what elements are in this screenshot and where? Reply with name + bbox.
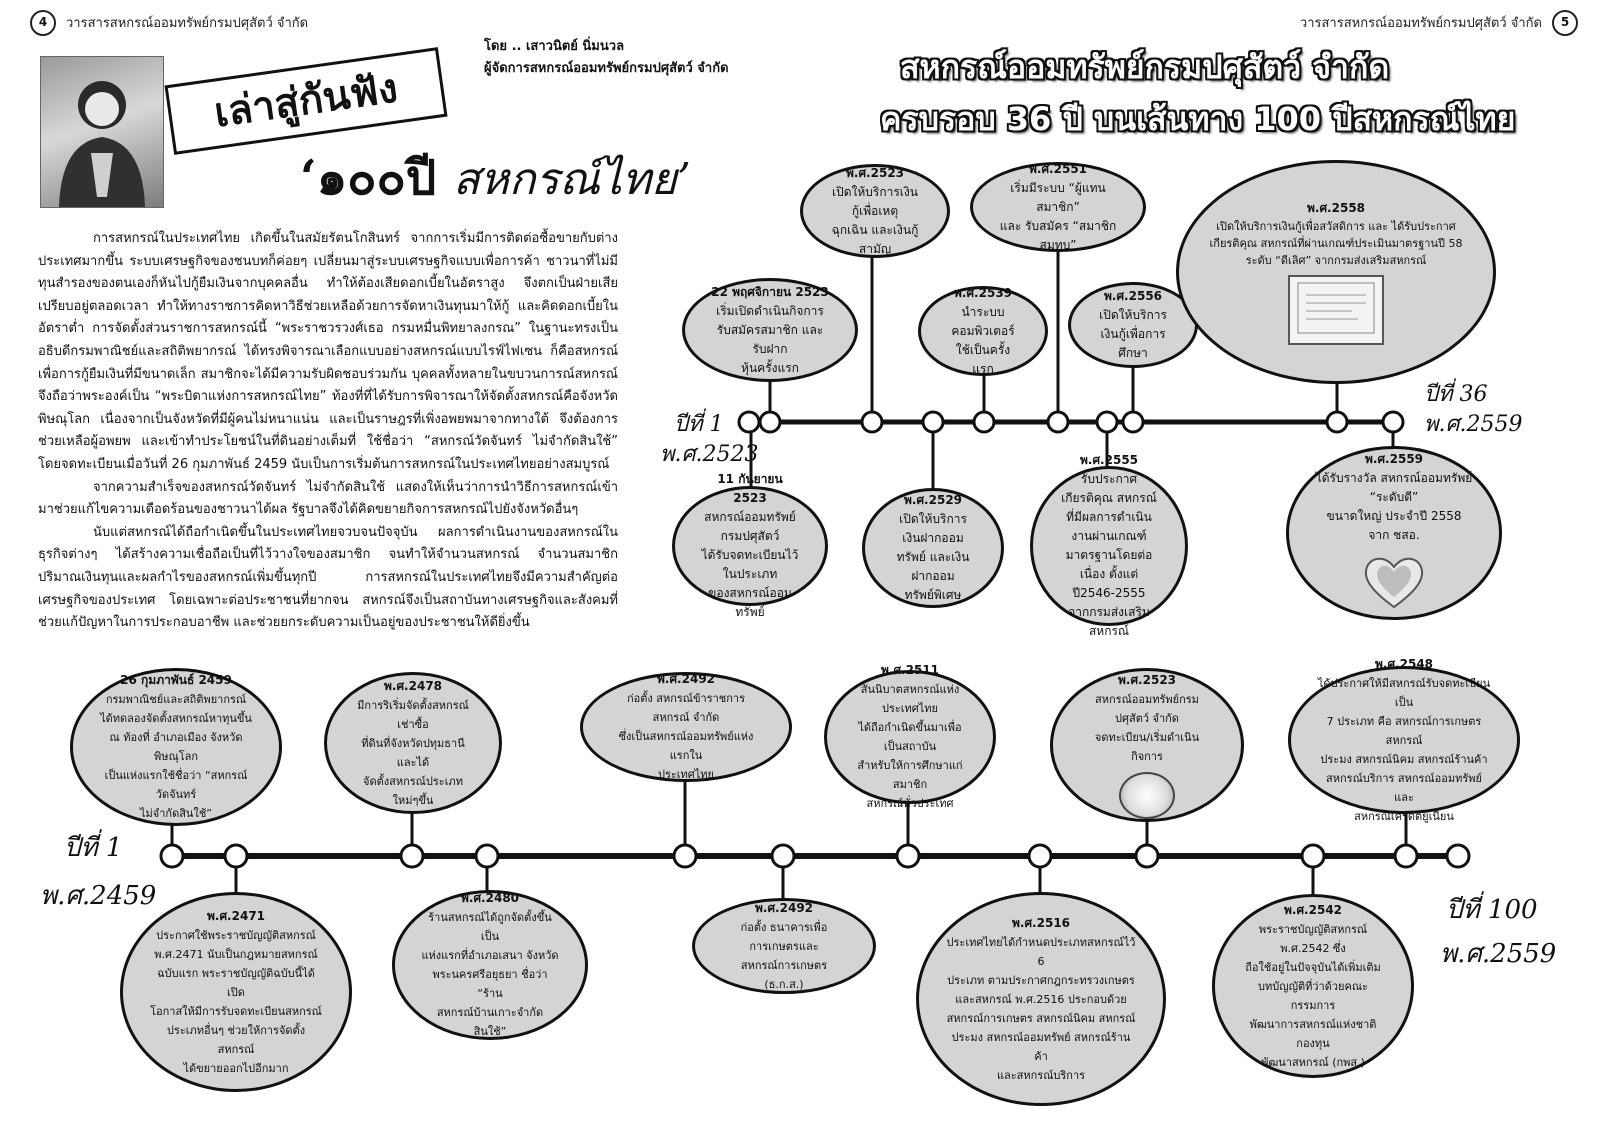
event-text: เปิดให้บริการ เงินกู้เพื่อการศึกษา (1099, 308, 1167, 360)
event-text: เริ่มมีระบบ “ผู้แทนสมาชิก” และ รับสมัคร “สมาชิกสมทบ” (999, 180, 1117, 252)
event-text: เปิดให้บริการเงินกู้เพื่อเหตุ ฉุกเฉิน และเงินกู้สามัญ (831, 184, 919, 256)
event-title: พ.ศ.2558 (1306, 201, 1366, 215)
event-title: 26 กุมภาพันธ์ 2459 (120, 673, 232, 687)
event-bubble (970, 162, 1146, 252)
event-text: ก่อตั้ง ธนาคารเพื่อการเกษตรและ สหกรณ์การเกษตร (ธ.ก.ส.) (740, 920, 828, 991)
column-banner: เล่าสู่กันฟัง (164, 47, 447, 155)
event-title: พ.ศ.2492 (754, 900, 814, 915)
left-page-number: 4 (30, 10, 56, 36)
event-text: ประเทศไทยได้กำหนดประเภทสหกรณ์ไว้ 6 ประเภท ตามประกาศกฎกระทรวงเกษตร และสหกรณ์ พ.ศ.2516 ประกอบด้วย สหกรณ์การเกษตร สหกรณ์นิคม สหกรณ์ ประมง สหกรณ์ออมทรัพย์ สหกรณ์ร้านค้า และสหกรณ์บริการ (946, 935, 1136, 1082)
event-text: ได้ประกาศให้มีสหกรณ์รับจดทะเบียนเป็น 7 ประเภท คือ สหกรณ์การเกษตร สหกรณ์ ประมง สหกรณ์นิคม สหกรณ์ร้านค้า สหกรณ์บริการ สหกรณ์ออมทรัพย์ และ สหกรณ์เครดิตยูเนี่ยน (1317, 676, 1491, 823)
event-title: พ.ศ.2516 (1011, 915, 1071, 930)
event-bubble (70, 668, 282, 826)
event-text: รับประกาศเกียรติคุณ สหกรณ์ ที่มีผลการดำเนินงานผ่านเกณฑ์ มาตรฐานโดยต่อเนื่อง ตั้งแต่ ปี2546-2555 จากกรมส่งเสริมสหกรณ์ (1061, 472, 1157, 638)
title-script: สหกรณ์ไทย’ (452, 154, 691, 205)
event-text: เริ่มเปิดดำเนินกิจการ รับสมัครสมาชิก และรับฝาก หุ้นครั้งแรก (716, 303, 824, 375)
event-text: มีการริเริ่มจัดตั้งสหกรณ์เช่าซื้อ ที่ดินที่จังหวัดปทุมธานี และได้ จัดตั้งสหกรณ์ประเภทใหม่ๆขึ้น (357, 698, 469, 807)
event-title: พ.ศ.2523 (845, 165, 905, 180)
event-bubble (916, 892, 1166, 1106)
event-text: ก่อตั้ง สหกรณ์ข้าราชการสหกรณ์ จำกัด ซึ่งเป็นสหกรณ์ออมทรัพย์แห่งแรกใน ประเทศไทย (618, 692, 754, 781)
event-title: พ.ศ.2551 (1028, 161, 1088, 176)
event-title: พ.ศ.2511 (880, 663, 940, 677)
author-position: ผู้จัดการสหกรณ์ออมทรัพย์กรมปศุสัตว์ จำกัด (484, 61, 729, 76)
right-title-line1: สหกรณ์ออมทรัพย์กรมปศุสัตว์ จำกัด (900, 48, 1390, 86)
event-text: เปิดให้บริการเงินฝากออม ทรัพย์ และเงินฝากออม ทรัพย์พิเศษ (896, 512, 970, 602)
event-title: พ.ศ.2556 (1103, 289, 1163, 303)
heart-trophy-icon (1359, 551, 1429, 617)
event-title: พ.ศ.2539 (953, 285, 1013, 300)
event-bubble (824, 663, 996, 810)
event-title: พ.ศ.2529 (903, 493, 963, 507)
timeline36-start-label: ปีที่ 1 พ.ศ.2523 (660, 412, 759, 467)
event-bubble (682, 278, 858, 382)
event-text: สันนิบาตสหกรณ์แห่งประเทศไทย ได้ถือกำเนิดขึ้นมาเพื่อเป็นสถาบัน สำหรับให้การศึกษาแก่สมาชิก สหกรณ์ทั่วประเทศ (857, 683, 963, 810)
event-text: ได้รับรางวัล สหกรณ์ออมทรัพย์ “ระดับดี” ขนาดใหญ่ ประจำปี 2558 จาก ชสอ. (1315, 470, 1473, 542)
event-title: พ.ศ.2542 (1283, 902, 1343, 917)
event-bubble (1176, 160, 1496, 384)
event-title: พ.ศ.2559 (1364, 451, 1424, 466)
event-bubble (324, 672, 502, 814)
event-bubble (862, 488, 1004, 608)
event-bubble (120, 892, 352, 1092)
event-title: 22 พฤศจิกายน 2523 (711, 284, 829, 299)
event-bubble (1212, 894, 1414, 1078)
event-bubble (692, 898, 876, 994)
event-bubble (1288, 656, 1520, 823)
event-bubble (1050, 668, 1244, 822)
left-running-header: วารสารสหกรณ์ออมทรัพย์กรมปศุสัตว์ จำกัด (66, 16, 309, 31)
article-paragraph-2: จากความสำเร็จของสหกรณ์วัดจันทร์ ไม่จำกัดสินใช้ แสดงให้เห็นว่าการนำวิธีการสหกรณ์เข้ามาช่วยแก้ไขความเดือดร้อนของชาวนาได้ผล รัฐบาลจึงได้คิดขยายกิจการสหกรณ์ไปยังจังหวัดอื่นๆ (38, 479, 618, 518)
event-bubble (1286, 446, 1502, 620)
event-text: ประกาศใช้พระราชบัญญัติสหกรณ์ พ.ศ.2471 นับเป็นกฎหมายสหกรณ์ ฉบับแรก พระราชบัญญัติฉบับนี้ได้เปิด โอกาสให้มีการรับจดทะเบียนสหกรณ์ ประเภทอื่นๆ ช่วยให้การจัดตั้งสหกรณ์ ได้ขยายออกไปอีกมาก (150, 928, 322, 1075)
author-name: โดย .. เสาวนิตย์ นิ่มนวล (484, 39, 625, 54)
event-bubble (392, 890, 588, 1040)
event-title: พ.ศ.2471 (206, 908, 266, 923)
right-running-header: วารสารสหกรณ์ออมทรัพย์กรมปศุสัตว์ จำกัด (1299, 16, 1542, 31)
title-numeral: ‘๑๐๐ปี (300, 150, 437, 206)
event-text: กรมพาณิชย์และสถิติพยากรณ์ ได้ทดลองจัดตั้งสหกรณ์หาทุนขึ้น ณ ท้องที่ อำเภอเมือง จังหวัดพิษณุโลก เป็นแห่งแรกใช้ชื่อว่า “สหกรณ์วัดจันทร์ ไม่จำกัดสินใช้” (100, 693, 252, 820)
right-title-line2: ครบรอบ 36 ปี บนเส้นทาง 100 ปีสหกรณ์ไทย (880, 100, 1516, 138)
event-bubble (1030, 453, 1188, 638)
certificate-image-icon (1288, 275, 1384, 345)
timeline100-start-label: ปีที่ 1 พ.ศ.2459 (40, 833, 157, 911)
event-bubble (672, 472, 828, 619)
event-title: พ.ศ.2555 (1079, 453, 1139, 467)
event-text: พระราชบัญญัติสหกรณ์ พ.ศ.2542 ซึ่ง ถือใช้อยู่ในปัจจุบันได้เพิ่มเติม บทบัญญัติที่ว่าด้วยคณะกรรมการ พัฒนาการสหกรณ์แห่งชาติ กองทุน พัฒนาสหกรณ์ (กพส.) (1245, 922, 1381, 1069)
event-bubble (800, 164, 950, 258)
event-title: พ.ศ.2480 (460, 891, 520, 905)
event-bubble (918, 286, 1048, 376)
event-text: ร้านสหกรณ์ได้ถูกจัดตั้งขึ้นเป็น แห่งแรกที่อำเภอเสนา จังหวัด พระนครศรีอยุธยา ชื่อว่า “ร้าน สหกรณ์บ้านเกาะจำกัดสินใช้” (421, 911, 559, 1038)
coop-seal-icon (1119, 772, 1175, 819)
event-text: เปิดให้บริการเงินกู้เพื่อสวัสดิการ และ ได้รับประกาศ เกียรติคุณ สหกรณ์ที่ผ่านเกณฑ์ประเมินมาตรฐานปี 58 ระดับ “ดีเลิศ” จากกรมส่งเสริมสหกรณ์ (1209, 220, 1463, 267)
event-bubble (580, 672, 792, 782)
event-text: สหกรณ์ออมทรัพย์กรมปศุสัตว์ ได้รับจดทะเบียนไว้ในประเภท ของสหกรณ์ออมทรัพย์ (701, 510, 799, 619)
article-paragraph-3: นับแต่สหกรณ์ได้ถือกำเนิดขึ้นในประเทศไทยจวบจนปัจจุบัน ผลการดำเนินงานของสหกรณ์ในธุรกิจต่างๆ ได้สร้างความเชื่อถือเป็นที่ไว้วางใจของสมาชิก จนทำให้จำนวนสหกรณ์ จำนวนสมาชิก ปริมาณเงินทุนและผลกำไรของสหกรณ์เพิ่มขึ้นทุกปี การสหกรณ์ในประเทศไทยจึงมีความสำคัญต่อเศรษฐกิจของประเทศ โดยเฉพาะต่อประชาชนที่ยากจน สหกรณ์จึงเป็นสถาบันทางเศรษฐกิจและสังคมที่ช่วยแก้ปัญหาในการประกอบอาชีพ และช่วยยกระดับความเป็นอยู่ของประชาชนให้ดียิ่งขึ้น (38, 524, 618, 631)
event-title: พ.ศ.2523 (1117, 673, 1177, 687)
event-text: นำระบบคอมพิวเตอร์ ใช้เป็นครั้งแรก (951, 304, 1015, 376)
event-title: 11 กันยายน 2523 (717, 472, 783, 505)
right-page-number: 5 (1552, 10, 1578, 36)
event-title: พ.ศ.2478 (383, 678, 443, 693)
article-paragraph-1: การสหกรณ์ในประเทศไทย เกิดขึ้นในสมัยรัตนโกสินทร์ จากการเริ่มมีการติดต่อซื้อขายกับต่างประเทศมากขึ้น ระบบเศรษฐกิจของชนบทก็ค่อยๆ เปลี่ยนมาสู่ระบบเศรษฐกิจแบบเพื่อการค้า ชาวนาที่ไม่มีทุนสำรองของตนเองก็หันไปกู้ยืมเงินจากบุคคลอื่น ทำให้ต้องเสียดอกเบี้ยในอัตราสูง จึงตกเป็นฝ่ายเสียเปรียบอยู่ตลอดเวลา ทำให้ทางราชการคิดหาวิธีช่วยเหลือด้วยการจัดหาเงินทุนมาให้กู้ และคิดดอกเบี้ยในอัตราต่ำ การจัดตั้งส่วนราชการสหกรณ์นี้ “พระราชวรวงศ์เธอ กรมหมื่นพิทยาลงกรณ” ในฐานะทรงเป็นอธิบดีกรมพาณิชย์และสถิติพยากรณ์ ได้ทรงพิจารณาเลือกแบบอย่างสหกรณ์แบบไรฟ์ไฟเซน ก็คือสหกรณ์เพื่อการกู้ยืมเงินที่มีขนาดเล็ก สมาชิกจะได้มีความรับผิดชอบร่วมกัน บุคคลทั้งหลายในขบวนการณ์สหกรณ์ จึงถือว่าพระองค์เป็น “พระบิดาแห่งการสหกรณ์ไทย” ท้องที่ที่ได้รับการพิจารณาให้จัดตั้งสหกรณ์คือจังหวัดพิษณุโลก เนื่องจากเป็นจังหวัดที่มีผู้คนไม่หนาแน่น และเป็นราษฎรที่เพิ่งอพยพมาจากทางใต้ จึงต้องการช่วยเหลือผู้อพยพ และเข้าทำประโยชน์ในที่ดินอย่างเต็มที่ ใช้ชื่อว่า “สหกรณ์วัดจันทร์ ไม่จำกัดสินใช้” โดยจดทะเบียนเมื่อวันที่ 26 กุมภาพันธ์ 2459 นับเป็นการเริ่มต้นการสหกรณ์ในประเทศไทยอย่างสมบูรณ์ (38, 231, 618, 472)
event-title: พ.ศ.2548 (1374, 656, 1434, 671)
event-title: พ.ศ.2492 (656, 672, 716, 686)
timeline36-end-label: ปีที่ 36 พ.ศ.2559 (1424, 382, 1523, 437)
timeline100-end-label: ปีที่ 100 พ.ศ.2559 (1440, 895, 1557, 969)
event-text: สหกรณ์ออมทรัพย์กรมปศุสัตว์ จำกัด จดทะเบียน/เริ่มดำเนินกิจการ (1094, 693, 1200, 763)
